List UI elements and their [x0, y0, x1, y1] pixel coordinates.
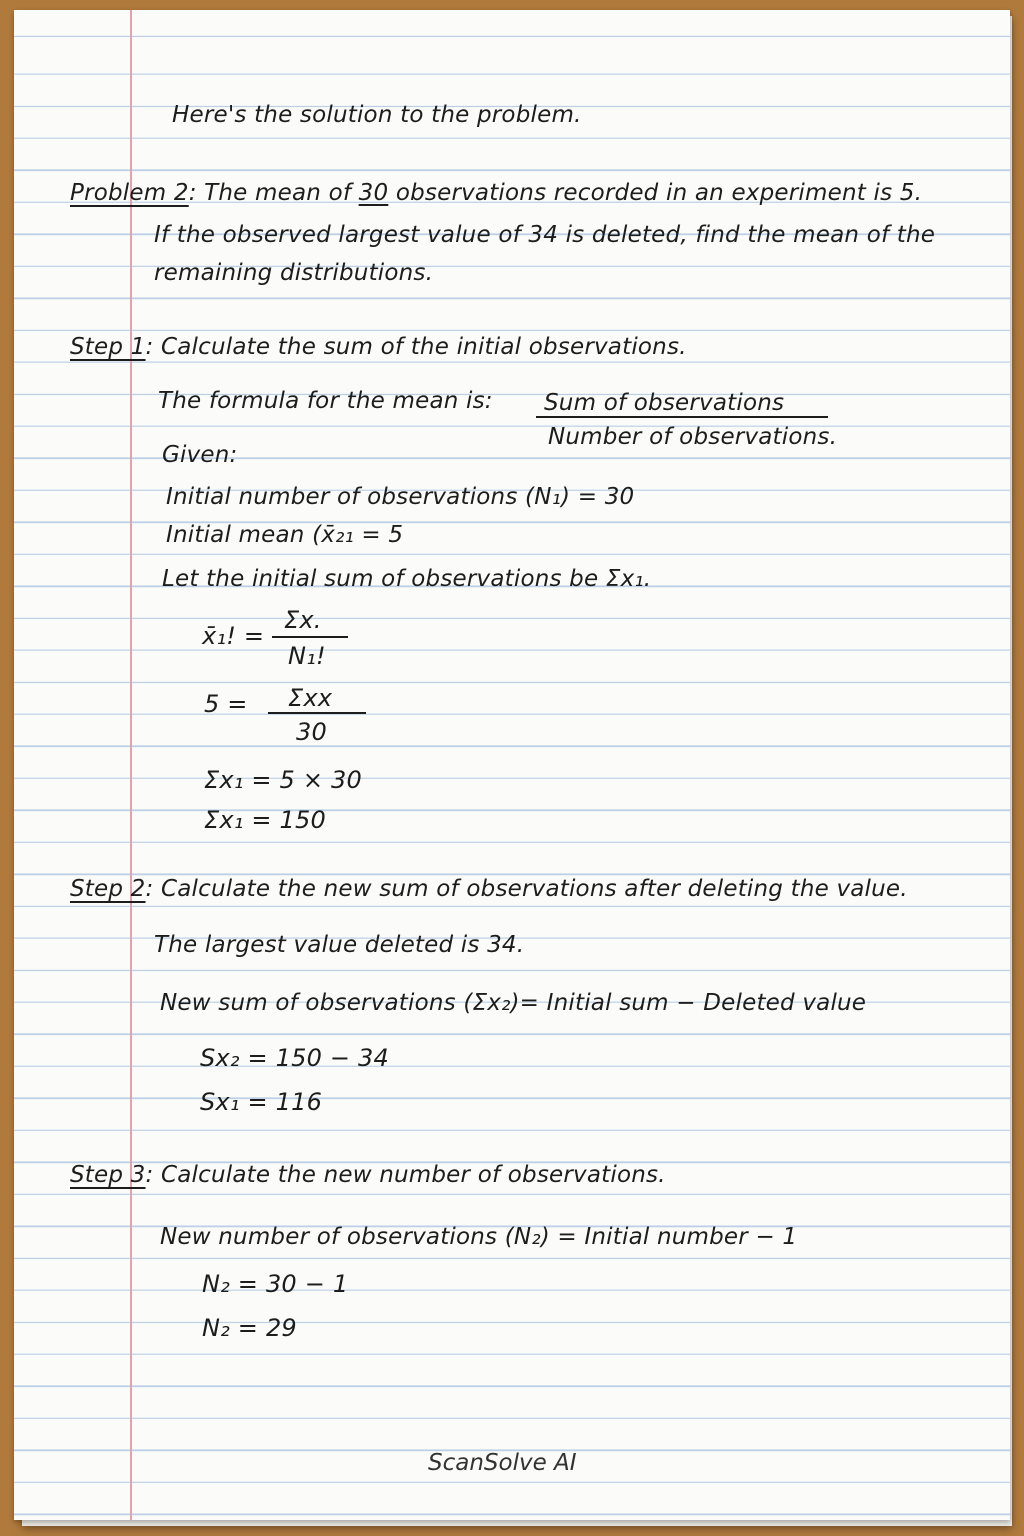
largest-deleted: The largest value deleted is 34. [154, 932, 525, 958]
problem-count: 30 [358, 180, 389, 206]
formula-numerator: Sum of observations [544, 390, 785, 416]
problem-line1-b: observations recorded in an experiment is 5. [388, 180, 923, 206]
given-label: Given: [162, 442, 238, 468]
step3-title: : Calculate the new number of observations. [145, 1162, 666, 1188]
formula-denominator: Number of observations. [548, 424, 838, 450]
formula-text: The formula for the mean is: [158, 388, 493, 414]
step1-heading [70, 334, 687, 360]
intro-text: Here's the solution to the problem. [172, 102, 582, 128]
initial-mean: Initial mean (x̄₂₁ = 5 [166, 522, 404, 548]
new-n-formula: New number of observations (N₂) = Initial number − 1 [160, 1224, 798, 1250]
eq2-num: Σxx [288, 684, 333, 712]
step2-eq1: Sx₂ = 150 − 34 [200, 1044, 389, 1072]
problem-statement [70, 180, 922, 206]
initial-n: Initial number of observations (N₁) = 30 [166, 484, 635, 510]
notebook-page [14, 10, 1010, 1520]
step3-label: Step 3 [70, 1162, 146, 1188]
eq1-num: Σx. [284, 606, 322, 634]
step3-eq1: N₂ = 30 − 1 [202, 1270, 349, 1298]
eq4: Σx₁ = 150 [204, 806, 326, 834]
step1-label: Step 1 [70, 334, 146, 360]
eq2-lhs: 5 = [204, 690, 248, 718]
new-sum-formula: New sum of observations (Σx₂)= Initial sum − Deleted value [160, 990, 867, 1016]
eq1-fraction-bar [272, 636, 348, 638]
problem-line3: remaining distributions. [154, 260, 434, 286]
step2-heading [70, 876, 908, 902]
step1-title: : Calculate the sum of the initial observations. [145, 334, 687, 360]
footer-brand: ScanSolve AI [428, 1450, 577, 1476]
eq2-fraction-bar [268, 712, 366, 714]
step3-eq2: N₂ = 29 [202, 1314, 297, 1342]
let-sum: Let the initial sum of observations be Σx₁. [162, 566, 652, 592]
eq2-den: 30 [296, 718, 327, 746]
step2-title: : Calculate the new sum of observations after deleting the value. [145, 876, 908, 902]
margin-line [130, 10, 132, 1520]
eq3: Σx₁ = 5 × 30 [204, 766, 362, 794]
problem-line2: If the observed largest value of 34 is deleted, find the mean of the [154, 222, 936, 248]
step3-heading [70, 1162, 666, 1188]
problem-line1-a: : The mean of [188, 180, 359, 206]
step2-eq2: Sx₁ = 116 [200, 1088, 323, 1116]
eq1-den: N₁! [288, 642, 326, 670]
step2-label: Step 2 [70, 876, 146, 902]
problem-label: Problem 2 [70, 180, 189, 206]
formula-fraction-bar [536, 416, 828, 418]
eq1-lhs: x̄₁! = [202, 622, 265, 650]
